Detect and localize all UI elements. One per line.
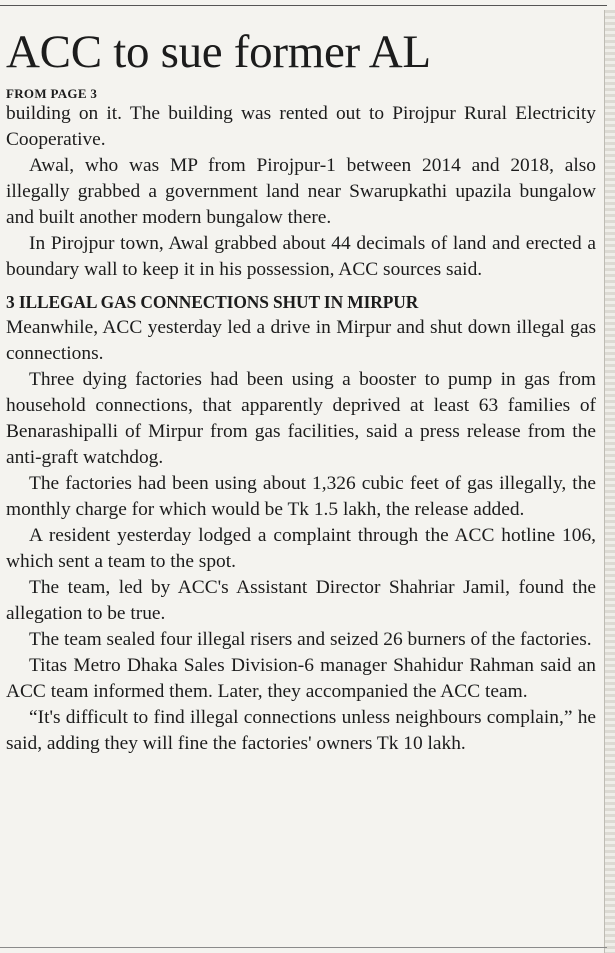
paragraph: A resident yesterday lodged a complaint through the ACC hotline 106, which sent a team to the spot. [6, 525, 596, 572]
paragraph: Three dying factories had been using a booster to pump in gas from household connections, that apparently deprived at least 63 families of Benarashipalli of Mirpur from gas facilities, said a press release from the anti-graft watchdog. [6, 369, 596, 468]
jump-label: FROM PAGE 3 [6, 86, 98, 101]
article [6, 26, 596, 757]
paragraph: Awal, who was MP from Pirojpur-1 between 2014 and 2018, also illegally grabbed a government land near Swarupkathi upazila bungalow and built another modern bungalow there. [6, 155, 596, 228]
paragraph: “It's difficult to find illegal connections unless neighbours complain,” he said, adding they will fine the factories' owners Tk 10 lakh. [6, 707, 596, 754]
top-rule [0, 5, 607, 6]
headline: ACC to sue former AL [6, 26, 431, 78]
paragraph: Meanwhile, ACC yesterday led a drive in Mirpur and shut down illegal gas connections. [6, 317, 596, 364]
paragraph: Titas Metro Dhaka Sales Division-6 manager Shahidur Rahman said an ACC team informed them. Later, they accompanied the ACC team. [6, 655, 596, 702]
subheading: 3 ILLEGAL GAS CONNECTIONS SHUT IN MIRPUR [6, 292, 419, 312]
paragraph: The factories had been using about 1,326 cubic feet of gas illegally, the monthly charge for which would be Tk 1.5 lakh, the release added. [6, 473, 596, 520]
paragraph: In Pirojpur town, Awal grabbed about 44 decimals of land and erected a boundary wall to keep it in his possession, ACC sources said. [6, 233, 596, 280]
bottom-rule [0, 947, 607, 948]
paragraph-continued: building on it. The building was rented out to Pirojpur Rural Electricity Cooperative. [6, 103, 596, 150]
paragraph: The team, led by ACC's Assistant Director Shahriar Jamil, found the allegation to be true. [6, 577, 596, 624]
page-edge [604, 10, 615, 953]
paragraph: The team sealed four illegal risers and seized 26 burners of the factories. [29, 629, 592, 650]
